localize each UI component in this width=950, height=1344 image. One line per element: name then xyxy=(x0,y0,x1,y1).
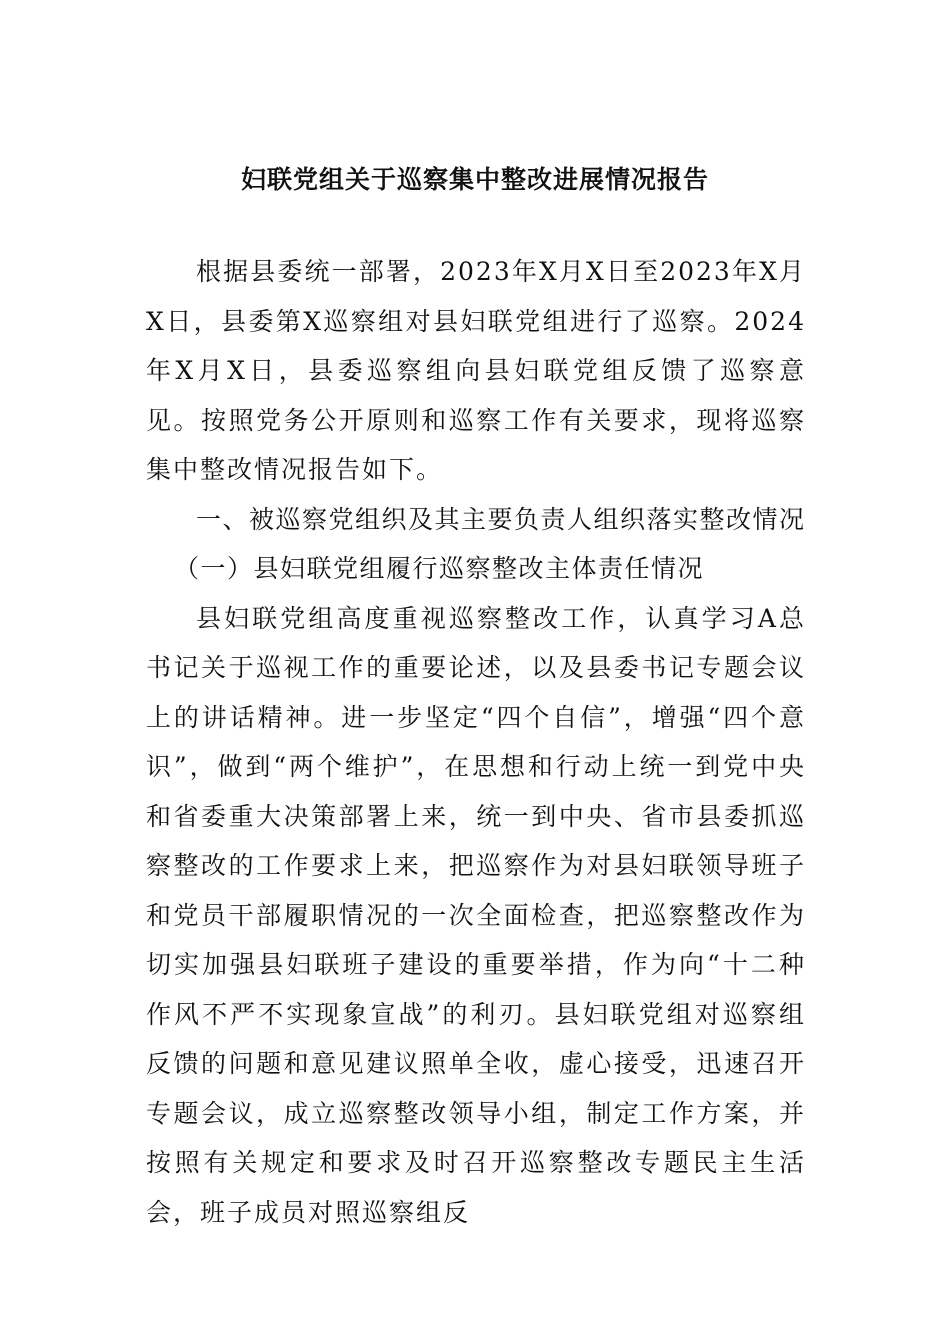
intro-paragraph: 根据县委统一部署，2023年X月X日至2023年X月X日，县委第X巡察组对县妇联党组进行了巡察。2024年X月X日，县委巡察组向县妇联党组反馈了巡察意见。按照党务公开原则和巡察工作有关要求，现将巡察集中整改情况报告如下。 xyxy=(146,257,806,484)
body-paragraph: 县妇联党组高度重视巡察整改工作，认真学习A总书记关于巡视工作的重要论述，以及县委书记专题会议上的讲话精神。进一步坚定“四个自信”，增强“四个意识”，做到“两个维护”，在思想和行动上统一到党中央和省委重大决策部署上来，统一到中央、省市县委抓巡察整改的工作要求上来，把巡察作为对县妇联领导班子和党员干部履职情况的一次全面检查，把巡察整改作为切实加强县妇联班子建设的重要举措，作为向“十二种作风不严不实现象宣战”的利刃。县妇联党组对巡察组反馈的问题和意见建议照单全收，虚心接受，迅速召开专题会议，成立巡察整改领导小组，制定工作方案，并按照有关规定和要求及时召开巡察整改专题民主生活会，班子成员对照巡察组反 xyxy=(146,603,806,1227)
document-title: 妇联党组关于巡察集中整改进展情况报告 xyxy=(240,165,709,194)
subsection-heading: （一）县妇联党组履行巡察整改主体责任情况 xyxy=(174,554,705,583)
section-heading: 一、被巡察党组织及其主要负责人组织落实整改情况 xyxy=(196,504,806,534)
document-body xyxy=(146,247,806,1237)
